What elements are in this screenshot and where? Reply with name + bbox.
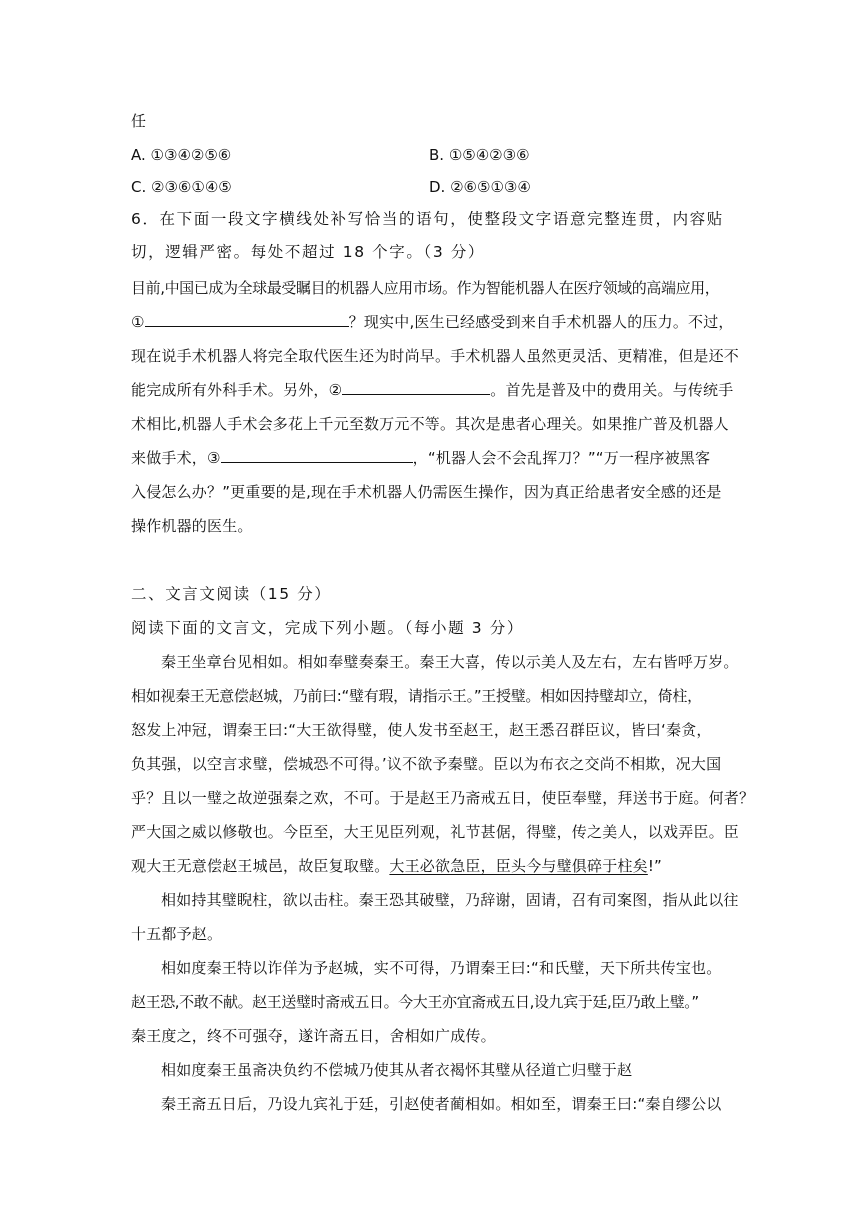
classical-text-line: 相如度秦王特以诈佯为予赵城，实不可得，乃谓秦王曰:“和氏璧，天下所共传宝也。 (161, 959, 722, 977)
classical-text: 观大王无意偿赵王城邑，故臣复取璧。 (131, 857, 390, 875)
option-text: ②⑥⑤①③④ (450, 178, 531, 196)
option-text: ①③④②⑤⑥ (150, 146, 232, 164)
passage-text: 来做手术，③ (131, 449, 221, 467)
passage-line-blank3 (131, 448, 731, 468)
passage-text: 。首先是普及中的费用关。与传统手 (490, 381, 734, 399)
classical-text-line-unpunctuated: 相如度秦王虽斋决负约不偿城乃使其从者衣褐怀其璧从径道亡归璧于赵 (161, 1061, 633, 1079)
passage-line: 操作机器的医生。 (131, 517, 253, 535)
classical-text-line: 负其强，以空言求璧，偿城恐不可得。’议不欲予秦璧。臣以为布衣之交尚不相欺，况大国 (131, 755, 722, 773)
option-letter: C. (131, 178, 147, 196)
classical-text-line: 相如视秦王无意偿赵城，乃前曰:“璧有瑕，请指示王。”王授璧。相如因持璧却立，倚柱， (131, 687, 702, 705)
passage-line-blank2 (131, 380, 734, 400)
option-c (131, 177, 232, 197)
option-letter: A. (131, 146, 146, 164)
classical-text-line: 怒发上冲冠，谓秦王曰:“大王欲得璧，使人发书至赵王，赵王悉召群臣议，皆曰‘秦贪， (131, 721, 712, 739)
classical-text-line: 十五都予赵。 (131, 925, 223, 943)
classical-text-line: 严大国之威以修敬也。今臣至，大王见臣列观，礼节甚倨，得璧，传之美人，以戏弄臣。臣 (131, 823, 740, 841)
passage-text: 能完成所有外科手术。另外，② (131, 381, 343, 399)
passage-line: 术相比,机器人手术会多花上千元至数万元不等。其次是患者心理关。如果推广普及机器人 (131, 415, 729, 433)
classical-text-line-underlined (131, 856, 731, 876)
section-heading: 二、文言文阅读（15 分） (131, 585, 332, 603)
option-b (429, 145, 530, 165)
passage-line: 入侵怎么办？”更重要的是,现在手术机器人仍需医生操作，因为真正给患者安全感的还是 (131, 483, 722, 501)
question-6-stem-line2: 切，逻辑严密。每处不超过 18 个字。（3 分） (131, 243, 486, 261)
continued-text-fragment: 任 (131, 112, 147, 130)
underlined-sentence: 大王必欲急臣，臣头今与璧俱碎于柱矣 (389, 857, 648, 875)
option-letter: B. (429, 146, 445, 164)
option-d (429, 177, 531, 197)
option-text: ①⑤④②③⑥ (448, 146, 530, 164)
classical-text-line: 秦王度之，终不可强夺，遂许斋五日，舍相如广成传。 (131, 1027, 496, 1045)
blank-marker: ① (131, 313, 145, 331)
option-letter: D. (429, 178, 446, 196)
section-instruction: 阅读下面的文言文，完成下列小题。（每小题 3 分） (131, 619, 524, 637)
classical-text: !” (647, 857, 662, 875)
option-a (131, 145, 231, 165)
classical-text-line: 赵王恐,不敢不献。赵王送璧时斋戒五日。今大王亦宜斋戒五日,设九宾于廷,臣乃敢上璧。” (131, 993, 699, 1011)
passage-line: 现在说手术机器人将完全取代医生还为时尚早。手术机器人虽然更灵活、更精准，但是还不 (131, 347, 740, 365)
question-6-stem-line1: 6．在下面一段文字横线处补写恰当的语句，使整段文字语意完整连贯，内容贴 (131, 210, 724, 228)
passage-line-blank1 (131, 312, 734, 332)
classical-text-line: 相如持其璧睨柱，欲以击柱。秦王恐其破璧，乃辞谢，固请，召有司案图，指从此以往 (161, 891, 739, 909)
answer-blank-3[interactable] (221, 448, 413, 463)
option-text: ②③⑥①④⑤ (151, 178, 232, 196)
passage-text: ，“机器人会不会乱挥刀？”“万一程序被黑客 (412, 449, 711, 467)
passage-line: 目前,中国已成为全球最受瞩目的机器人应用市场。作为智能机器人在医疗领域的高端应用， (131, 279, 720, 297)
answer-blank-1[interactable] (145, 312, 349, 327)
classical-text-line: 乎？且以一璧之故逆强秦之欢，不可。于是赵王乃斋戒五日，使臣奉璧，拜送书于庭。何者？ (131, 789, 755, 807)
answer-blank-2[interactable] (342, 380, 490, 395)
classical-text-line: 秦王坐章台见相如。相如奉璧奏秦王。秦王大喜，传以示美人及左右，左右皆呼万岁。 (161, 653, 739, 671)
classical-text-line: 秦王斋五日后，乃设九宾礼于廷，引赵使者蔺相如。相如至，谓秦王曰:“秦自缪公以 (161, 1095, 722, 1113)
passage-text: ？现实中,医生已经感受到来自手术机器人的压力。不过， (348, 313, 734, 331)
